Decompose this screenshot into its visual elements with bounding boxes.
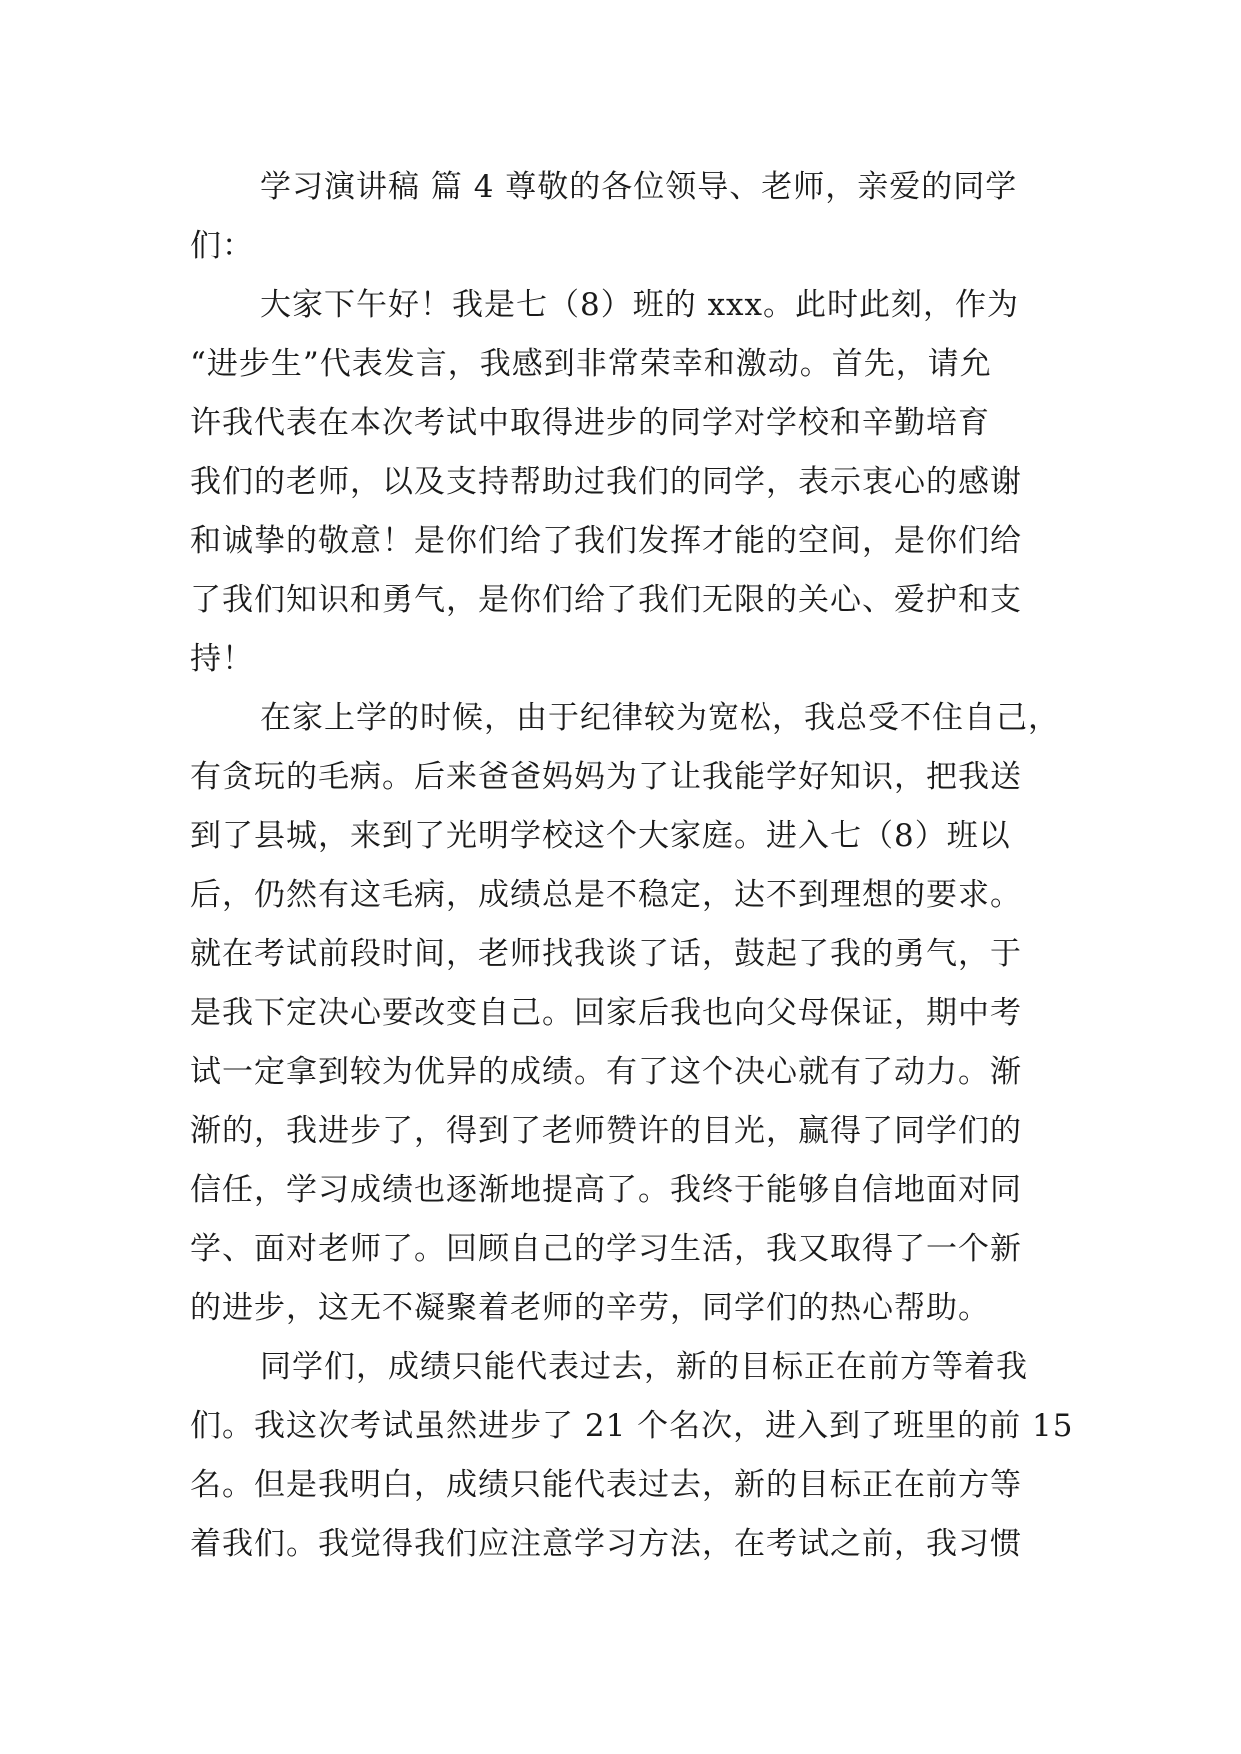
text-line: 了我们知识和勇气，是你们给了我们无限的关心、爱护和支 xyxy=(190,582,1022,618)
text-line: 试一定拿到较为优异的成绩。有了这个决心就有了动力。渐 xyxy=(190,1054,1022,1090)
text-line: 许我代表在本次考试中取得进步的同学对学校和辛勤培育 xyxy=(190,405,990,441)
text-line: 渐的，我进步了，得到了老师赞许的目光，赢得了同学们的 xyxy=(190,1113,1022,1149)
speech-body xyxy=(190,158,1074,1574)
text-line: 后，仍然有这毛病，成绩总是不稳定，达不到理想的要求。 xyxy=(190,877,1022,913)
text-line: “进步生”代表发言，我感到非常荣幸和激动。首先，请允 xyxy=(190,346,992,382)
text-line: 在家上学的时候，由于纪律较为宽松，我总受不住自己， xyxy=(260,700,1060,736)
text-line: 的进步，这无不凝聚着老师的辛劳，同学们的热心帮助。 xyxy=(190,1290,990,1326)
text-line: 持！ xyxy=(190,641,254,677)
text-line: 名。但是我明白，成绩只能代表过去，新的目标正在前方等 xyxy=(190,1467,1022,1503)
text-line: 我们的老师，以及支持帮助过我们的同学，表示衷心的感谢 xyxy=(190,464,1022,500)
text-line: 信任，学习成绩也逐渐地提高了。我终于能够自信地面对同 xyxy=(190,1172,1022,1208)
text-line: 学、面对老师了。回顾自己的学习生活，我又取得了一个新 xyxy=(190,1231,1022,1267)
text-line: 和诚挚的敬意！是你们给了我们发挥才能的空间，是你们给 xyxy=(190,523,1022,559)
text-line: 有贪玩的毛病。后来爸爸妈妈为了让我能学好知识，把我送 xyxy=(190,759,1022,795)
text-line: 到了县城，来到了光明学校这个大家庭。进入七（8）班以 xyxy=(190,818,1011,854)
text-line: 就在考试前段时间，老师找我谈了话，鼓起了我的勇气，于 xyxy=(190,936,1022,972)
text-line: 同学们，成绩只能代表过去，新的目标正在前方等着我 xyxy=(260,1349,1028,1385)
text-line: 着我们。我觉得我们应注意学习方法，在考试之前，我习惯 xyxy=(190,1526,1022,1562)
text-line: 学习演讲稿 篇 4 尊敬的各位领导、老师，亲爱的同学 xyxy=(260,169,1018,205)
text-line: 们： xyxy=(190,228,254,264)
text-line: 是我下定决心要改变自己。回家后我也向父母保证，期中考 xyxy=(190,995,1022,1031)
text-line: 们。我这次考试虽然进步了 21 个名次，进入到了班里的前 15 xyxy=(190,1408,1074,1444)
text-line: 大家下午好！我是七（8）班的 xxx。此时此刻，作为 xyxy=(260,287,1020,323)
